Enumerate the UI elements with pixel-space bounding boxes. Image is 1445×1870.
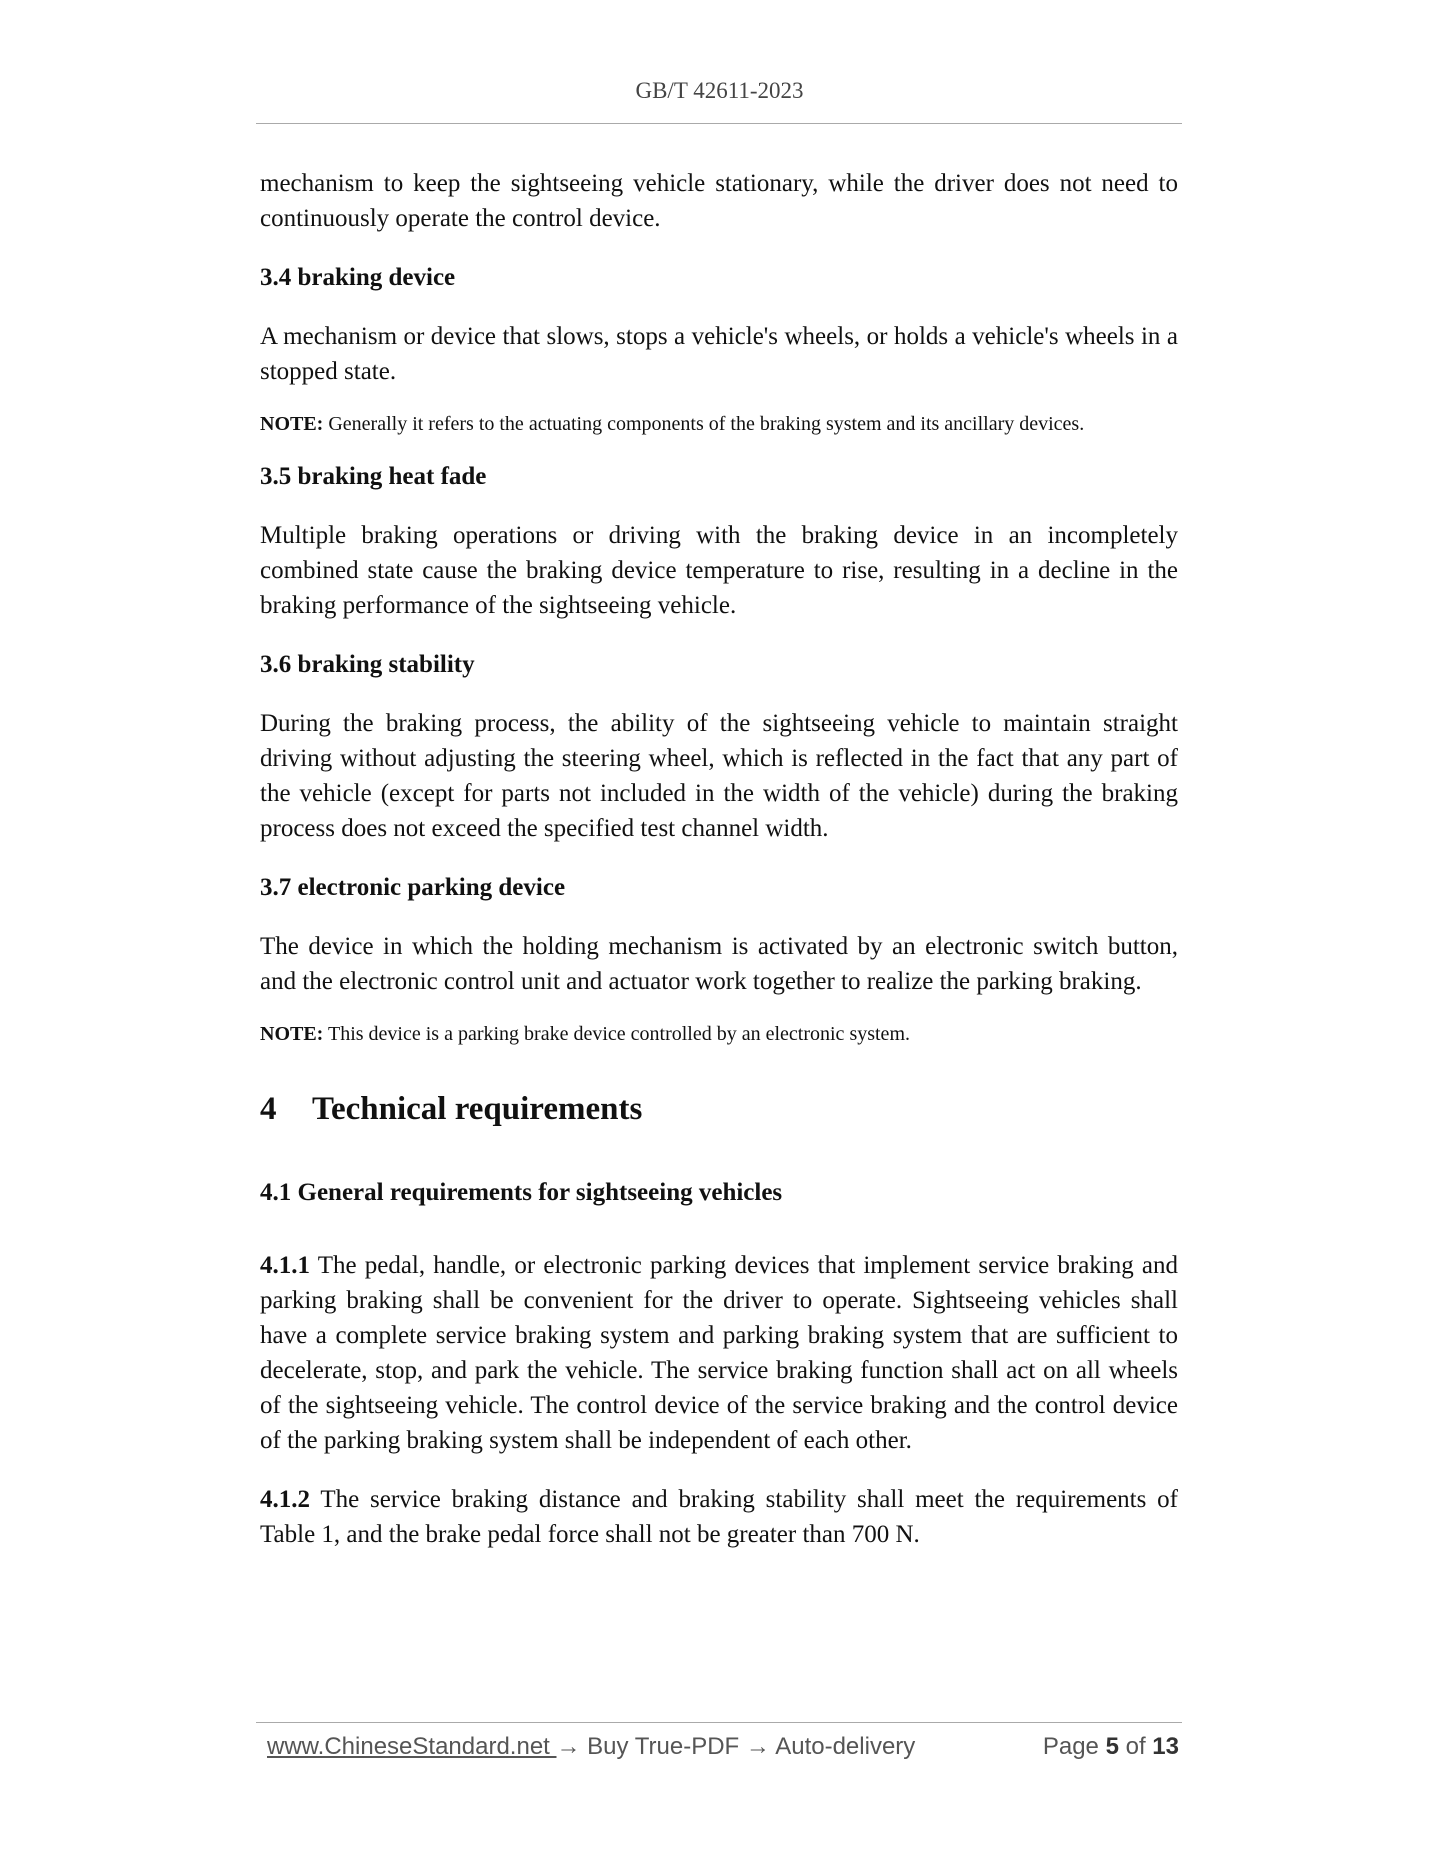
section-4-heading bbox=[260, 1087, 1178, 1131]
header-divider bbox=[256, 123, 1182, 124]
note-text: Generally it refers to the actuating components of the braking system and its ancillary devices. bbox=[323, 413, 1085, 435]
definition-3-7: The device in which the holding mechanism is activated by an electronic switch button, and the electronic control unit and actuator work together to realize the parking braking. bbox=[260, 933, 1178, 995]
continued-paragraph: mechanism to keep the sightseeing vehicle stationary, while the driver does not need to continuously operate the control device. bbox=[260, 170, 1178, 232]
arrow-right-icon: → bbox=[556, 1733, 581, 1760]
footer-divider bbox=[256, 1722, 1182, 1723]
clause-number: 4.1.2 bbox=[260, 1486, 310, 1513]
heading-3-5: 3.5 braking heat fade bbox=[260, 463, 487, 490]
page-footer bbox=[267, 1733, 1179, 1769]
definition-3-6: During the braking process, the ability of the sightseeing vehicle to maintain straight driving without adjusting the steering wheel, which is reflected in the fact that any part of the vehicle (except for parts not included in the width of the vehicle) during the braking process does not exceed the specified test channel width. bbox=[260, 710, 1178, 842]
note-3-7 bbox=[260, 1019, 1178, 1049]
clause-text: The service braking distance and braking stability shall meet the requirements of Table 1, and the brake pedal force shall not be greater than 700 N. bbox=[260, 1486, 1178, 1548]
clause-number: 4.1.1 bbox=[260, 1252, 310, 1279]
heading-3-4: 3.4 braking device bbox=[260, 264, 456, 291]
delivery-text: Auto-delivery bbox=[769, 1733, 916, 1760]
heading-3-6: 3.6 braking stability bbox=[260, 651, 475, 678]
page-number: 5 bbox=[1105, 1733, 1119, 1760]
page-indicator bbox=[1043, 1733, 1179, 1761]
section-title: Technical requirements bbox=[312, 1091, 643, 1127]
running-header: GB/T 42611-2023 bbox=[635, 78, 804, 103]
page-label: Page bbox=[1042, 1733, 1099, 1760]
of-label: of bbox=[1125, 1733, 1146, 1760]
note-label: NOTE: bbox=[260, 1023, 324, 1045]
clause-4-1-2 bbox=[260, 1482, 1178, 1552]
note-text: This device is a parking brake device controlled by an electronic system. bbox=[323, 1023, 910, 1045]
buy-text: Buy True-PDF bbox=[580, 1733, 746, 1760]
arrow-right-icon: → bbox=[745, 1733, 770, 1760]
definition-3-4: A mechanism or device that slows, stops a vehicle's wheels, or holds a vehicle's wheels in a stopped state. bbox=[260, 323, 1178, 385]
heading-3-7: 3.7 electronic parking device bbox=[260, 874, 566, 901]
section-number: 4 bbox=[260, 1091, 277, 1127]
page-total: 13 bbox=[1152, 1733, 1179, 1760]
definition-3-5: Multiple braking operations or driving with the braking device in an incompletely combined state cause the braking device temperature to rise, resulting in a decline in the braking performance of the sightseeing vehicle. bbox=[260, 522, 1178, 619]
note-3-4 bbox=[260, 409, 1178, 439]
footer-promo bbox=[267, 1733, 915, 1761]
page-content bbox=[260, 166, 1178, 1552]
clause-text: The pedal, handle, or electronic parking devices that implement service braking and parking braking shall be convenient for the driver to operate. Sightseeing vehicles shall have a complete service braking system and parking braking system that are sufficient to decelerate, stop, and park the vehicle. The service braking function shall act on all wheels of the sightseeing vehicle. The control device of the service braking and the control device of the parking braking system shall be independent of each other. bbox=[260, 1252, 1178, 1454]
heading-4-1: 4.1 General requirements for sightseeing vehicles bbox=[260, 1179, 783, 1206]
clause-4-1-1 bbox=[260, 1248, 1178, 1458]
website-link[interactable]: www.ChineseStandard.net bbox=[267, 1733, 557, 1760]
note-label: NOTE: bbox=[260, 413, 324, 435]
